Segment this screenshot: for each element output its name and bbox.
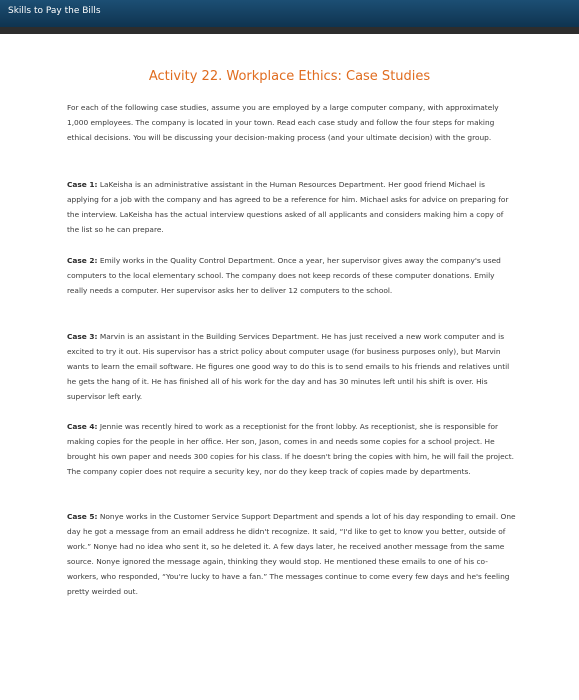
case-4-label: Case 4: [67, 422, 98, 431]
case-3-text: Marvin is an assistant in the Building Services Department. He has just received a new work computer and is excited to try it out. His supervisor has a strict policy about computer usage (for business purposes only), but Marvin wants to learn the email software. He figures one good way to do this is to send emails to his friends and relatives until he gets the hang of it. He has finished all of his work for the day and has 30 minutes left until his shift is over. His supervisor left early. [67, 332, 510, 401]
intro-paragraph: For each of the following case studies, assume you are employed by a large computer company, with approximately 1,000 employees. The company is located in your town. Read each case study and follow the four steps for making ethical decisions. You will be discussing your decision-making process (and your ultimate decision) with the group. [67, 103, 499, 142]
case-2-label: Case 2: [67, 256, 98, 265]
case-5-paragraph [67, 509, 517, 599]
case-1-text: LaKeisha is an administrative assistant in the Human Resources Department. Her good friend Michael is applying for a job with the company and has agreed to be a reference for him. Michael asks for advice on preparing for the interview. LaKeisha has the actual interview questions asked of all applicants and considers making him a copy of the list so he can prepare. [67, 180, 509, 234]
case-2-text: Emily works in the Quality Control Department. Once a year, her supervisor gives away the company's used computers to the local elementary school. The company does not keep records of these computer donations. Emily really needs a computer. Her supervisor asks her to deliver 12 computers to the school. [67, 256, 501, 295]
case-5-text: Nonye works in the Customer Service Support Department and spends a lot of his day responding to email. One day he got a message from an email address he didn't recognize. It said, “I'd like to get to know you better, outside of work.” Nonye had no idea who sent it, so he deleted it. A few days later, he received another message from the same source. Nonye ignored the message again, thinking they would stop. He mentioned these emails to one of his co-workers, who responded, “You're lucky to have a fan.” The messages continue to come every few days and he's feeling pretty weirded out. [67, 512, 516, 596]
case-5-label: Case 5: [67, 512, 98, 521]
case-1-label: Case 1: [67, 180, 98, 189]
case-3-paragraph [67, 329, 517, 404]
page-title: Activity 22. Workplace Ethics: Case Studies [148, 69, 431, 84]
case-1-paragraph [67, 177, 517, 237]
header-title: Skills to Pay the Bills [8, 6, 101, 16]
case-2-paragraph [67, 253, 517, 298]
case-4-paragraph [67, 419, 517, 479]
header-divider [0, 27, 579, 34]
case-3-label: Case 3: [67, 332, 98, 341]
case-4-text: Jennie was recently hired to work as a receptionist for the front lobby. As receptionist, she is responsible for making copies for the people in her office. Her son, Jason, comes in and needs some copies for a school project. He brought his own paper and needs 300 copies for his class. If he doesn't bring the copies with him, he will fail the project. The company copier does not require a security key, nor do they keep track of copies made by departments. [67, 422, 514, 476]
header-bar [0, 0, 579, 27]
